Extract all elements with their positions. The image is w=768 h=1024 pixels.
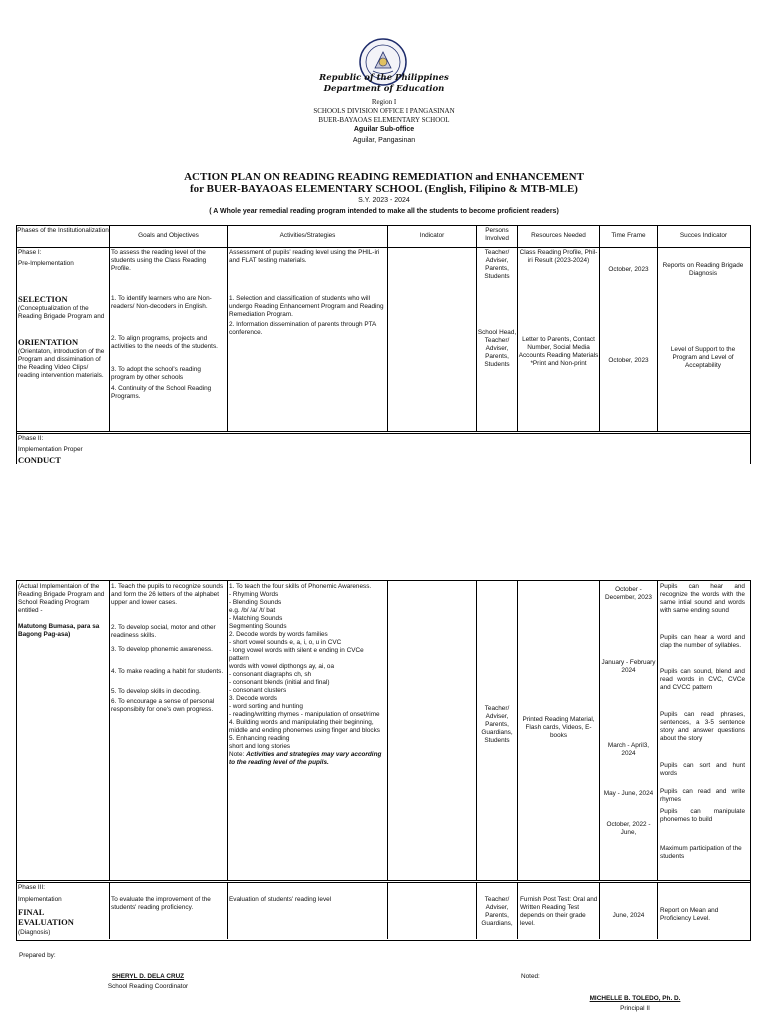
phase3-time: June, 2024 xyxy=(612,912,645,919)
phase2-activity-6: Segmenting Sounds xyxy=(229,623,287,630)
phase1-activity: Assessment of pupils' reading level using the PHIL-iri and FLAT testing materials. xyxy=(229,249,380,264)
phase1-resources-2: Letter to Parents, Contact Number, Social Media Accounts Reading Materials *Print and Non-print xyxy=(518,336,599,367)
phase1-time-2: October, 2023 xyxy=(608,357,649,364)
phase3-persons: Teacher/ Adviser, Parents, Guardians, xyxy=(481,896,513,927)
phase2-activity-3: - Blending Sounds xyxy=(229,599,282,606)
phase2-goal-5: 5. To develop skills in decoding. xyxy=(111,688,201,695)
phase2-activity-19: short and long stories xyxy=(229,743,291,750)
selection-desc: (Conceptualization of the Reading Brigade Program and xyxy=(18,305,105,320)
phase2-goal-3: 3. To develop phonemic awareness. xyxy=(111,646,213,653)
phase2-activities xyxy=(229,583,385,767)
diagnosis-label: (Diagnosis) xyxy=(18,929,51,936)
phase2-activity-9: - long vowel words with silent e ending in CVCe pattern xyxy=(229,647,364,662)
phase3-goal: To evaluate the improvement of the students' reading proficiency. xyxy=(111,896,211,911)
phase2-success-2: Pupils can hear a word and clap the number of syllables. xyxy=(660,634,745,649)
phase1-goal-2: 2. To align programs, projects and activities to the needs of the students. xyxy=(111,335,218,350)
phase2-time-2: January - February 2024 xyxy=(601,659,656,674)
school-line: BUER-BAYAOAS ELEMENTARY SCHOOL xyxy=(318,116,450,124)
noted-label: Noted: xyxy=(521,973,540,980)
phase2-goal-6: 6. To encourage a sense of personal responsibity for one's own progress. xyxy=(111,698,215,713)
phase2-goal-4: 4. To make reading a habit for students. xyxy=(111,668,224,675)
phase2-desc: (Actual Implementaion of the Reading Brigade Program and School Reading Program entitled - xyxy=(18,583,105,614)
phase2-activity-10: words with vowel dipthongs ay, ai, oa xyxy=(229,663,335,670)
phase2-note xyxy=(229,751,385,767)
orientation-heading: ORIENTATION xyxy=(18,337,79,347)
division-line: SCHOOLS DIVISION OFFICE I PANGASINAN xyxy=(313,107,455,115)
phase1-goal-1: 1. To identify learners who are Non-readers/ Non-decoders in English. xyxy=(111,295,212,310)
phase2-activity-12: - consonant blends (initial and final) xyxy=(229,679,330,686)
location-line: Aguilar, Pangasinan xyxy=(352,137,416,144)
phase2-success-1: Pupils can hear and recognize the words with the same intial sound and words with same ending sound xyxy=(660,583,745,614)
phase2-success-8: Maximum participation of the students xyxy=(660,845,742,860)
title-line1: ACTION PLAN ON READING READING REMEDIATION and ENHANCEMENT xyxy=(184,171,584,183)
phase2-activity-17: 4. Building words and manipulating their beginning, middle and ending phonemes using finger and blocks xyxy=(229,719,380,734)
phase1-success-2: Level of Support to the Program and Level of Acceptability xyxy=(670,346,736,369)
department-line: Department of Education xyxy=(323,84,445,94)
phase2-success-7: Pupils can manipulate phonemes to build xyxy=(660,808,745,823)
phase2-activity-1: 1. To teach the four skills of Phonemic Awareness. xyxy=(229,583,372,590)
region-line: Region I xyxy=(371,98,397,106)
phase2-label: Phase II: xyxy=(18,435,44,442)
preparer-name: SHERYL D. DELA CRUZ xyxy=(111,973,185,980)
note-text: Activities and strategies may vary according to the reading level of the pupils. xyxy=(229,751,382,766)
phase2-activity-4: e.g. /b/ /a/ /t/ bat xyxy=(229,607,276,614)
phase1-label: Phase I: xyxy=(18,249,42,256)
phase2-resources: Printed Reading Material, Flash cards, Videos, E-books xyxy=(522,716,595,739)
conduct-heading: CONDUCT xyxy=(18,455,61,465)
phase2-goal-1: 1. Teach the pupils to recognize sounds and form the 26 letters of the alphabet upper and lower cases. xyxy=(111,583,224,606)
orientation-desc: (Orientaton, introduction of the Program and dissimination of the Reading Video Clips/ reading intervention materials. xyxy=(18,348,105,379)
phase2-persons: Teacher/ Adviser, Parents, Guardians, Students xyxy=(481,705,513,744)
noter-title: Principal II xyxy=(620,1005,650,1012)
phase3-activity: Evaluation of students' reading level xyxy=(229,896,332,903)
phase1-goal: To assess the reading level of the students using the Class Reading Profile. xyxy=(111,249,207,272)
selection-heading: SELECTION xyxy=(18,294,68,304)
phase2-success-3: Pupils can sound, blend and read words in CVC, CVCe and CVCC pattern xyxy=(660,668,745,691)
phase2-success-6: Pupils can read and write rhymes xyxy=(660,788,745,803)
phase2-activity-8: - short vowel sounds e, a, i, o, u in CVC xyxy=(229,639,342,646)
phase1-sublabel: Pre-Implementation xyxy=(18,260,74,267)
republic-line: Republic of the Philippines xyxy=(319,73,449,83)
phase2-activity-5: - Matching Sounds xyxy=(229,615,283,622)
phase3-label: Phase III: xyxy=(18,884,45,891)
phase2-goal-2: 2. To develop social, motor and other readiness skills. xyxy=(111,624,216,639)
suboffice-line: Aguilar Sub-office xyxy=(353,126,415,133)
phase1-persons: Teacher/ Adviser, Parents, Students xyxy=(484,249,510,280)
note-prefix: Note: xyxy=(229,751,247,758)
prepared-by-label: Prepared by: xyxy=(19,952,56,959)
phase2-time-4: May - June, 2024 xyxy=(603,790,654,797)
phase2-activity-16: - reading/writting rhymes - manipulation of onset/rime xyxy=(229,711,380,718)
phase1-goal-4: 4. Continuity of the School Reading Programs. xyxy=(111,385,212,400)
noter-name: MICHELLE B. TOLEDO, Ph. D. xyxy=(589,995,681,1002)
evaluation-heading: EVALUATION xyxy=(18,917,74,927)
phase2-success-4: Pupils can read phrases, sentences, a 3-5 sentence story and answer questions about the story xyxy=(660,711,745,742)
program-note: ( A Whole year remedial reading program intended to make all the students to become proficient readers) xyxy=(209,208,559,215)
col-header-timeframe: Time Frame xyxy=(611,232,646,239)
phase1-time: October, 2023 xyxy=(608,266,649,273)
col-header-goals: Goals and Objectives xyxy=(138,232,199,239)
col-header-persons: Persons Involved xyxy=(485,227,509,242)
phase2-time-1: October - December, 2023 xyxy=(605,586,652,601)
col-header-success: Succes Indicator xyxy=(679,232,728,239)
title-line2: for BUER-BAYAOAS ELEMENTARY SCHOOL (English, Filipino & MTB-MLE) xyxy=(190,183,578,195)
phase2-sublabel: Implementation Proper xyxy=(18,446,83,453)
phase1-success: Reports on Reading Brigade Diagnosis xyxy=(662,262,744,277)
phase3-resources: Furnish Post Test: Oral and Written Reading Test depends on their grade level. xyxy=(520,896,598,927)
phase1-persons-2: School Head, Teacher/ Adviser, Parents, Students xyxy=(477,329,517,368)
col-header-indicator: Indicator xyxy=(419,232,445,239)
col-header-resources: Resources Needed xyxy=(531,232,586,239)
phase2-program: Matutong Bumasa, para sa Bagong Pag-asa) xyxy=(18,623,100,638)
phase2-success-5: Pupils can sort and hunt words xyxy=(660,762,745,777)
phase3-success: Report on Mean and Proficiency Level. xyxy=(660,907,719,922)
phase2-time-5: October, 2022 - June, xyxy=(606,821,651,836)
phase2-activity-18: 5. Enhancing reading xyxy=(229,735,290,742)
school-year: S.Y. 2023 - 2024 xyxy=(358,197,410,204)
final-heading: FINAL xyxy=(18,907,45,917)
phase1-activity-2: 2. Information dissemination of parents through PTA conference. xyxy=(229,321,376,336)
col-header-phases: Phases of the Institutionalization xyxy=(17,227,109,234)
phase2-activity-15: - word sorting and hunting xyxy=(229,703,303,710)
phase2-activity-2: - Rhyming Words xyxy=(229,591,279,598)
phase1-activity-1: 1. Selection and classification of students who will undergo Reading Enhancement Program and Reading Remediation Program. xyxy=(229,295,384,318)
phase2-activity-13: - consonant clusters xyxy=(229,687,287,694)
preparer-title: School Reading Coordinator xyxy=(107,983,189,990)
phase3-sublabel: Implementation xyxy=(18,896,62,903)
phase1-resources: Class Reading Profile, Phil-iri Result (2023-2024) xyxy=(519,249,598,264)
phase2-time-3: March - April3, 2024 xyxy=(607,742,650,757)
phase2-activity-7: 2. Decode words by words families xyxy=(229,631,328,638)
phase1-goal-3: 3. To adopt the school's reading program by other schools xyxy=(111,366,201,381)
col-header-activities: Activities/Strategies xyxy=(279,232,336,239)
phase2-activity-14: 3. Decode words xyxy=(229,695,277,702)
phase2-activity-11: - consonant diagraphs ch, sh xyxy=(229,671,312,678)
